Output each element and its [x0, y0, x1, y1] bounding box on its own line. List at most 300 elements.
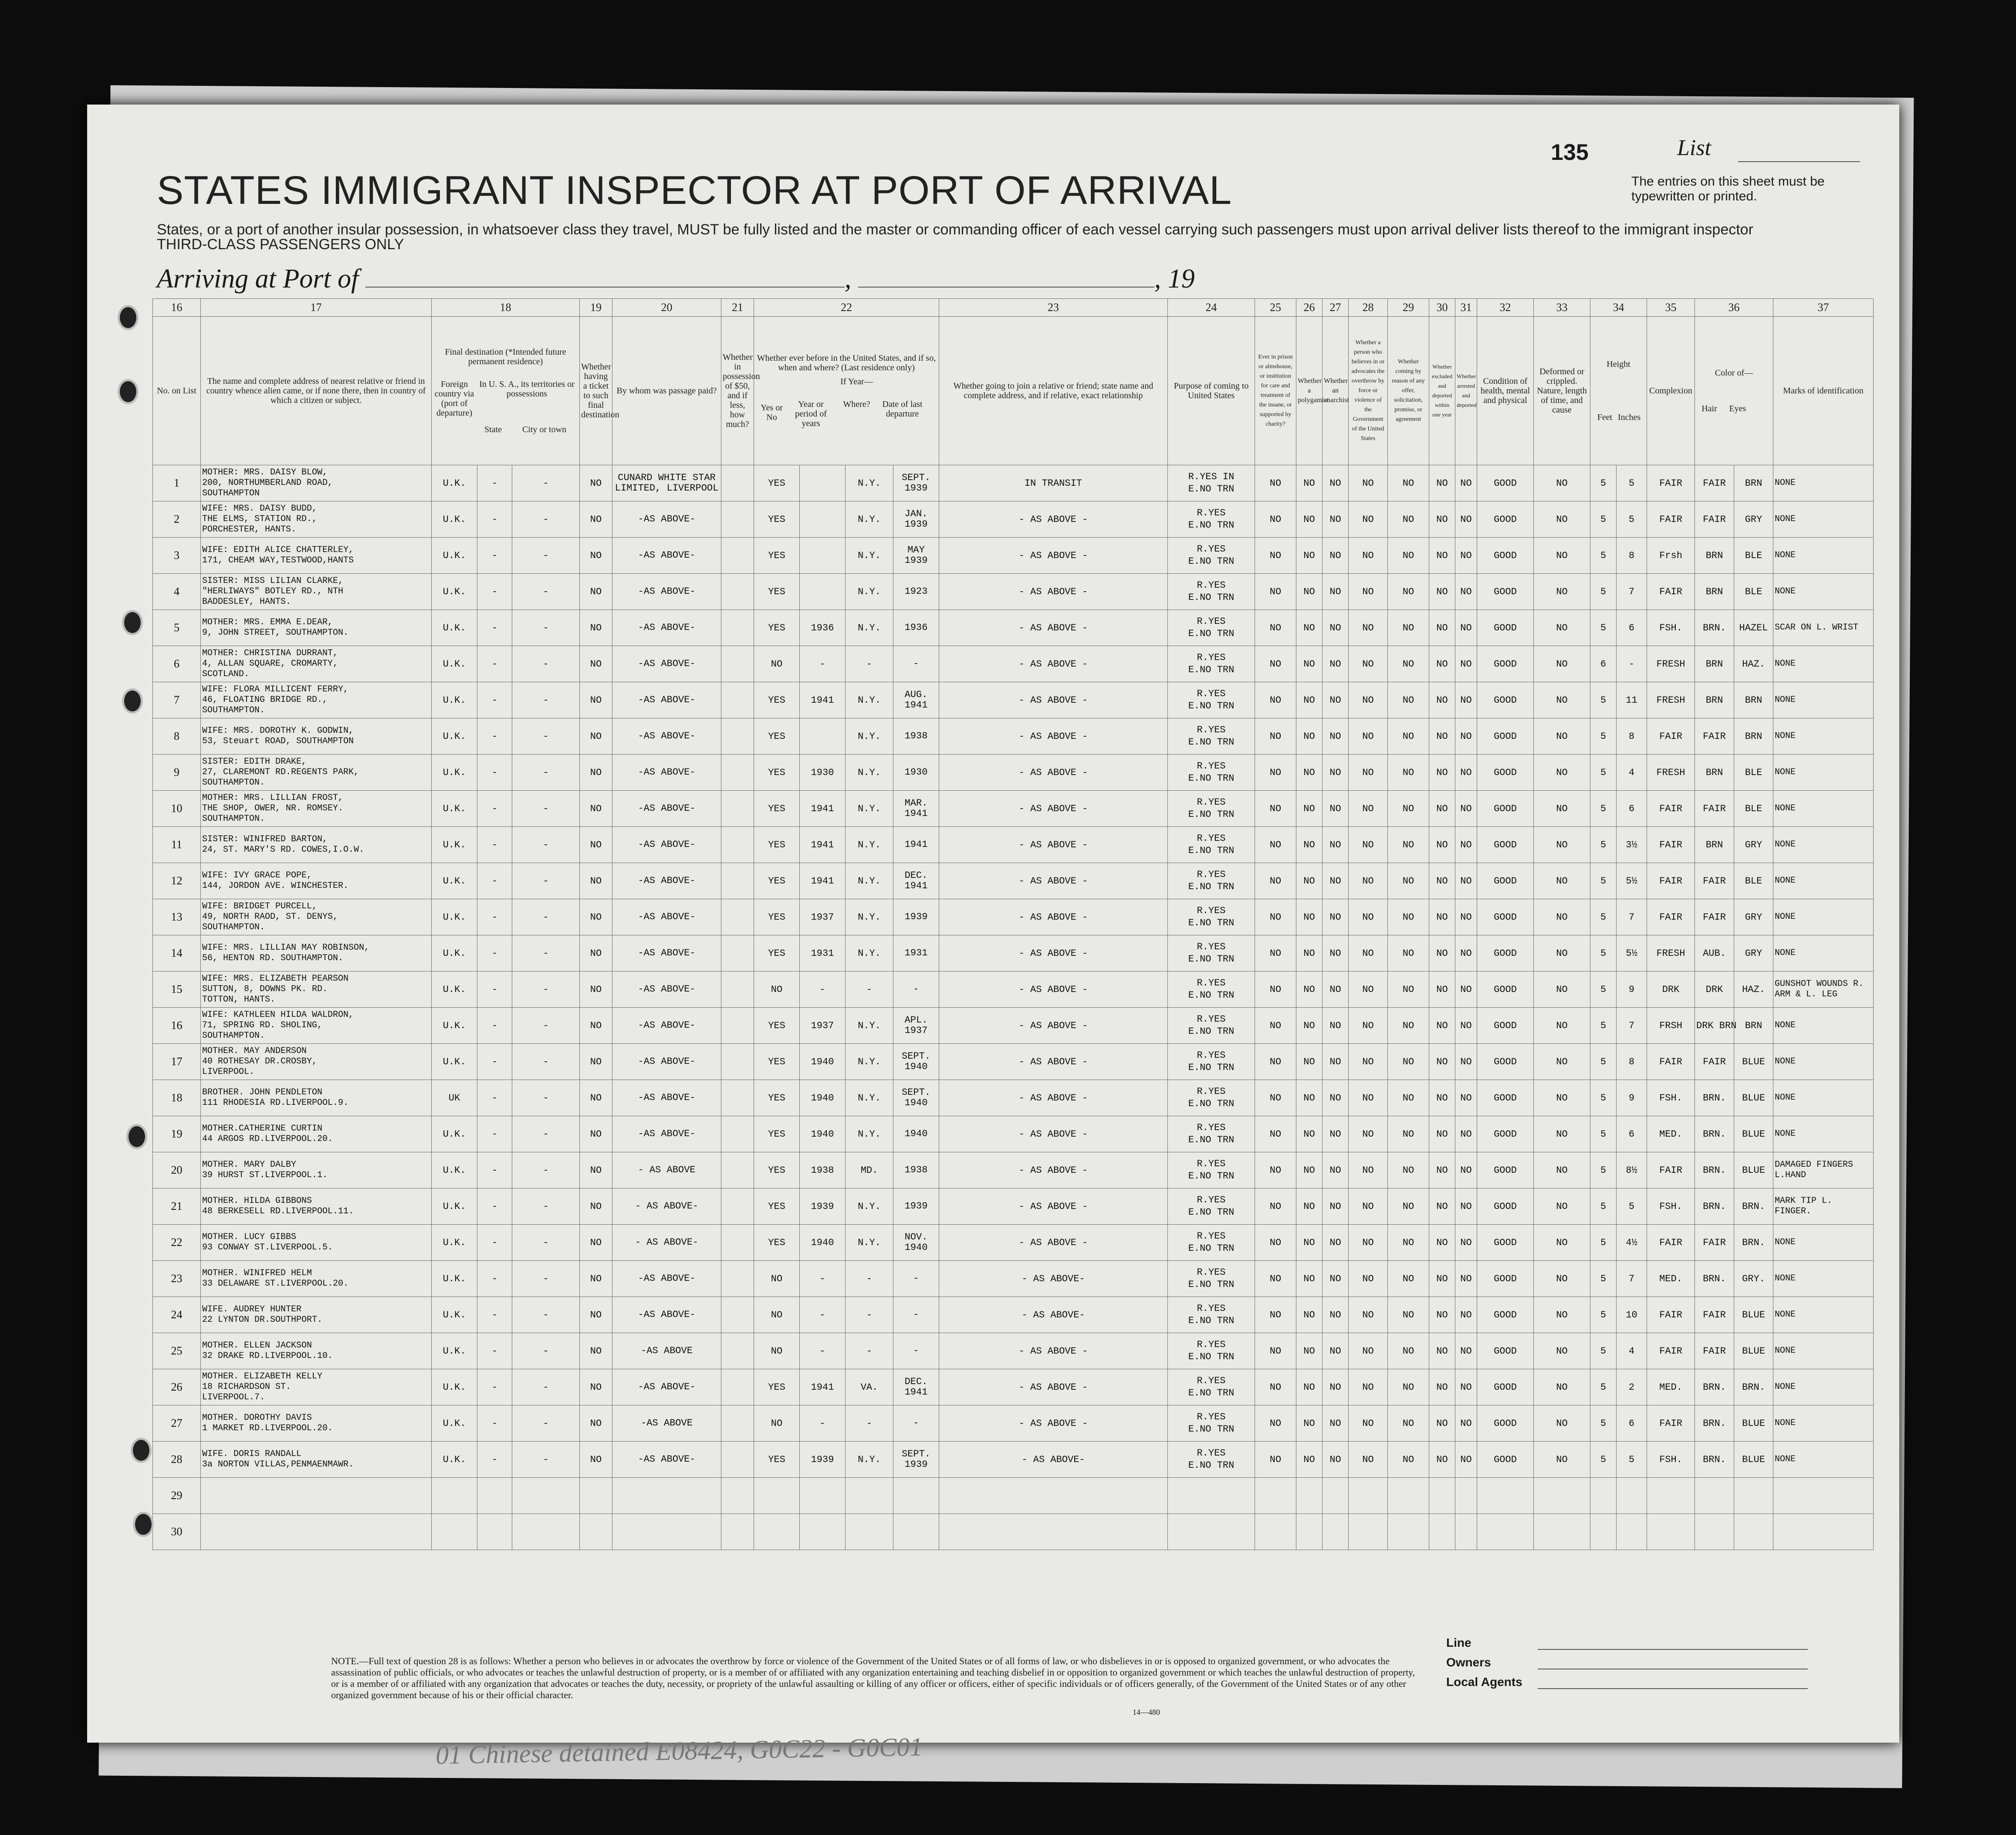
cell-cond: GOOD — [1477, 1188, 1534, 1225]
cell-ticket: NO — [580, 827, 612, 863]
cell-cpx: MED. — [1647, 1116, 1695, 1152]
cell-join: - AS ABOVE - — [939, 718, 1168, 755]
hdr-ever-before-sub — [755, 377, 937, 428]
cell-city: - — [512, 1152, 580, 1188]
colnum-16: 16 — [153, 299, 201, 317]
hdr-c28: Whether a person who believes in or advocates the overthrow by force or violence of the Government of the United States — [1349, 317, 1388, 465]
cell-fc: U.K. — [432, 1261, 477, 1297]
cell-purpose: R.YES E.NO TRN — [1168, 972, 1255, 1008]
cell-def: NO — [1534, 1188, 1590, 1225]
cell-cond: GOOD — [1477, 755, 1534, 791]
cell-marks: NONE — [1773, 465, 1874, 501]
table-cell-empty — [721, 1225, 754, 1261]
cell-in: - — [1617, 646, 1647, 682]
hdr-c25: Ever in prison or almshouse, or institution for care and treatment of the insane, or supported by charity? — [1255, 317, 1296, 465]
cell-eyes: GRY — [1734, 827, 1773, 863]
cell-city: - — [512, 1225, 580, 1261]
cell-fc: U.K. — [432, 682, 477, 718]
cell-yr: - — [800, 1333, 846, 1369]
cell-paid: -AS ABOVE- — [612, 755, 721, 791]
cell-no: 27 — [153, 1405, 201, 1442]
colnum-36: 36 — [1695, 299, 1773, 317]
hdr-color-sub — [1696, 404, 1772, 413]
cell-yn: YES — [754, 538, 800, 574]
cell-paid: -AS ABOVE- — [612, 1116, 721, 1152]
hdr-polygamist: Whether a polygamist — [1296, 317, 1323, 465]
cell-date: 1936 — [893, 610, 939, 646]
hdr-possession-50: Whether in possession of $50, and if less, how much? — [721, 317, 754, 465]
cell-c28: NO — [1349, 863, 1388, 899]
cell-c27: NO — [1323, 1152, 1349, 1188]
hdr-where: Where? — [843, 400, 870, 409]
cell-cond: GOOD — [1477, 972, 1534, 1008]
cell-city: - — [512, 755, 580, 791]
cell-hair: FAIR — [1695, 1297, 1734, 1333]
cell-c25: NO — [1255, 899, 1296, 935]
cell-fc: U.K. — [432, 1044, 477, 1080]
cell-city: - — [512, 1369, 580, 1405]
cell-marks: NONE — [1773, 1080, 1874, 1116]
cell-c25: NO — [1255, 1152, 1296, 1188]
arriving-port-label: Arriving at Port of — [157, 264, 359, 294]
cell-yn: YES — [754, 827, 800, 863]
cell-def: NO — [1534, 1297, 1590, 1333]
table-row — [153, 972, 1874, 1008]
cell-hair: FAIR — [1695, 863, 1734, 899]
cell-c25: NO — [1255, 1044, 1296, 1080]
cell-c31: NO — [1455, 610, 1477, 646]
cell-c26: NO — [1296, 755, 1323, 791]
cell-def — [1534, 1478, 1590, 1514]
cell-c30: NO — [1429, 465, 1455, 501]
cell-city: - — [512, 501, 580, 538]
cell-state: - — [477, 1297, 512, 1333]
table-cell-empty — [721, 1261, 754, 1297]
cell-where: N.Y. — [846, 1442, 893, 1478]
cell-fc: U.K. — [432, 646, 477, 682]
cell-fc: UK — [432, 1080, 477, 1116]
cell-c30: NO — [1429, 863, 1455, 899]
cell-in: 5 — [1617, 501, 1647, 538]
cell-c30: NO — [1429, 1333, 1455, 1369]
cell-eyes — [1734, 1478, 1773, 1514]
cell-ticket: NO — [580, 1116, 612, 1152]
cell-paid: -AS ABOVE- — [612, 574, 721, 610]
cell-cond: GOOD — [1477, 863, 1534, 899]
cell-eyes: BRN. — [1734, 1369, 1773, 1405]
cell-city: - — [512, 538, 580, 574]
owners-label: Owners — [1446, 1656, 1491, 1669]
hdr-color-of — [1695, 317, 1773, 465]
cell-c27: NO — [1323, 1405, 1349, 1442]
list-blank-line — [1738, 161, 1860, 162]
cell-c31: NO — [1455, 935, 1477, 972]
cell-yr: 1941 — [800, 1369, 846, 1405]
cell-def: NO — [1534, 827, 1590, 863]
cell-eyes: BRN — [1734, 682, 1773, 718]
cell-c28: NO — [1349, 935, 1388, 972]
cell-ft — [1590, 1478, 1617, 1514]
cell-hair: BRN — [1695, 646, 1734, 682]
cell-yr — [800, 718, 846, 755]
cell-c30: NO — [1429, 1405, 1455, 1442]
cell-c27 — [1323, 1514, 1349, 1550]
cell-city: - — [512, 646, 580, 682]
cell-marks: NONE — [1773, 646, 1874, 682]
cell-paid: -AS ABOVE- — [612, 718, 721, 755]
cell-c25: NO — [1255, 610, 1296, 646]
cell-date: 1939 — [893, 1188, 939, 1225]
cell-hair: BRN — [1695, 574, 1734, 610]
line-label: Line — [1446, 1636, 1471, 1649]
cell-ft: 5 — [1590, 574, 1617, 610]
cell-c28: NO — [1349, 1188, 1388, 1225]
cell-yr: 1941 — [800, 827, 846, 863]
cell-paid — [612, 1514, 721, 1550]
cell-c28: NO — [1349, 827, 1388, 863]
cell-join: - AS ABOVE- — [939, 1297, 1168, 1333]
cell-c27: NO — [1323, 1080, 1349, 1116]
hdr-height-sub — [1592, 413, 1645, 422]
cell-in — [1617, 1478, 1647, 1514]
cell-cpx: FAIR — [1647, 791, 1695, 827]
cell-paid: - AS ABOVE — [612, 1152, 721, 1188]
cell-paid: -AS ABOVE- — [612, 827, 721, 863]
table-row — [153, 1225, 1874, 1261]
cell-c31: NO — [1455, 791, 1477, 827]
colnum-31: 31 — [1455, 299, 1477, 317]
cell-c27: NO — [1323, 718, 1349, 755]
cell-fc — [432, 1514, 477, 1550]
cell-hair: FAIR — [1695, 1333, 1734, 1369]
cell-c27: NO — [1323, 755, 1349, 791]
table-cell-empty — [721, 1116, 754, 1152]
cell-c25: NO — [1255, 863, 1296, 899]
cell-in: 8 — [1617, 1044, 1647, 1080]
cell-fc: U.K. — [432, 1369, 477, 1405]
cell-in — [1617, 1514, 1647, 1550]
cell-cpx: FAIR — [1647, 501, 1695, 538]
table-cell-empty — [721, 1442, 754, 1478]
cell-city: - — [512, 1188, 580, 1225]
cell-c26: NO — [1296, 465, 1323, 501]
table-cell-empty — [721, 935, 754, 972]
cell-paid: -AS ABOVE- — [612, 899, 721, 935]
cell-rel: MOTHER. ELIZABETH KELLY 18 RICHARDSON ST. LIVERPOOL.7. — [201, 1369, 432, 1405]
cell-c27: NO — [1323, 1044, 1349, 1080]
cell-join: - AS ABOVE - — [939, 682, 1168, 718]
cell-ticket: NO — [580, 682, 612, 718]
cell-paid — [612, 1478, 721, 1514]
cell-join: - AS ABOVE- — [939, 1442, 1168, 1478]
cell-ft — [1590, 1514, 1617, 1550]
cell-ft: 5 — [1590, 827, 1617, 863]
binder-hole — [133, 1512, 154, 1537]
cell-c28: NO — [1349, 1369, 1388, 1405]
table-row — [153, 682, 1874, 718]
cell-state: - — [477, 1369, 512, 1405]
cell-yr: - — [800, 972, 846, 1008]
cell-fc: U.K. — [432, 899, 477, 935]
cell-cond: GOOD — [1477, 538, 1534, 574]
cell-c25: NO — [1255, 972, 1296, 1008]
cell-where: N.Y. — [846, 1044, 893, 1080]
colnum-30: 30 — [1429, 299, 1455, 317]
cell-join: - AS ABOVE - — [939, 610, 1168, 646]
cell-yn: YES — [754, 465, 800, 501]
cell-purpose — [1168, 1514, 1255, 1550]
cell-c29: NO — [1388, 1116, 1429, 1152]
cell-ticket: NO — [580, 1297, 612, 1333]
cell-cpx: MED. — [1647, 1369, 1695, 1405]
cell-c26: NO — [1296, 972, 1323, 1008]
cell-hair: BRN — [1695, 682, 1734, 718]
table-row — [153, 899, 1874, 935]
cell-c28: NO — [1349, 1225, 1388, 1261]
cell-purpose: R.YES E.NO TRN — [1168, 574, 1255, 610]
cell-c28: NO — [1349, 1297, 1388, 1333]
hdr-eyes: Eyes — [1729, 404, 1746, 413]
cell-ft: 5 — [1590, 1297, 1617, 1333]
cell-date: - — [893, 972, 939, 1008]
cell-cpx: FRESH — [1647, 755, 1695, 791]
cell-c27: NO — [1323, 1008, 1349, 1044]
cell-paid: -AS ABOVE — [612, 1333, 721, 1369]
handwritten-annotation: 01 Chinese detained E08424, G0C22 - G0C01 — [435, 1732, 923, 1770]
hdr-marks: Marks of identification — [1773, 317, 1874, 465]
cell-state: - — [477, 899, 512, 935]
cell-ticket — [580, 1478, 612, 1514]
cell-yn: NO — [754, 1297, 800, 1333]
table-row — [153, 1044, 1874, 1080]
hdr-date-last: Date of last departure — [882, 400, 923, 419]
cell-fc: U.K. — [432, 1442, 477, 1478]
cell-in: 8 — [1617, 538, 1647, 574]
cell-state: - — [477, 682, 512, 718]
hdr-passage-paid: By whom was passage paid? — [612, 317, 721, 465]
cell-date: - — [893, 646, 939, 682]
cell-cpx: Frsh — [1647, 538, 1695, 574]
table-cell-empty — [721, 899, 754, 935]
cell-no: 12 — [153, 863, 201, 899]
cell-ft: 6 — [1590, 646, 1617, 682]
cell-paid: -AS ABOVE- — [612, 972, 721, 1008]
hdr-hair: Hair — [1701, 404, 1717, 413]
cell-cond — [1477, 1514, 1534, 1550]
cell-marks: NONE — [1773, 899, 1874, 935]
cell-where: N.Y. — [846, 827, 893, 863]
cell-c25: NO — [1255, 646, 1296, 682]
cell-c29: NO — [1388, 935, 1429, 972]
cell-join: - AS ABOVE - — [939, 646, 1168, 682]
cell-c29: NO — [1388, 1080, 1429, 1116]
cell-c30: NO — [1429, 755, 1455, 791]
cell-date: - — [893, 1297, 939, 1333]
table-cell-empty — [721, 718, 754, 755]
cell-paid: -AS ABOVE- — [612, 791, 721, 827]
table-row — [153, 1261, 1874, 1297]
cell-c30: NO — [1429, 935, 1455, 972]
cell-rel: WIFE. AUDREY HUNTER 22 LYNTON DR.SOUTHPORT. — [201, 1297, 432, 1333]
cell-state: - — [477, 574, 512, 610]
colnum-20: 20 — [612, 299, 721, 317]
cell-c25: NO — [1255, 755, 1296, 791]
hdr-final-destination-label: Final destination (*Intended future permanent residence) — [445, 347, 566, 366]
cell-state: - — [477, 827, 512, 863]
cell-marks: NONE — [1773, 863, 1874, 899]
table-cell-empty — [721, 501, 754, 538]
cell-ticket: NO — [580, 1442, 612, 1478]
table-row — [153, 718, 1874, 755]
cell-eyes: BRN. — [1734, 1188, 1773, 1225]
table-row — [153, 1405, 1874, 1442]
table-cell-empty — [721, 827, 754, 863]
cell-ft: 5 — [1590, 1442, 1617, 1478]
cell-in: 7 — [1617, 899, 1647, 935]
cell-hair: FAIR — [1695, 465, 1734, 501]
hdr-ticket: Whether having a ticket to such final destination — [580, 317, 612, 465]
binder-hole — [118, 379, 139, 404]
cell-c26 — [1296, 1478, 1323, 1514]
hdr-destination-sub — [433, 379, 578, 434]
cell-ft: 5 — [1590, 718, 1617, 755]
cell-def: NO — [1534, 1442, 1590, 1478]
cell-fc: U.K. — [432, 972, 477, 1008]
cell-c28: NO — [1349, 718, 1388, 755]
table-cell-empty — [721, 1514, 754, 1550]
cell-c29: NO — [1388, 1152, 1429, 1188]
colnum-27: 27 — [1323, 299, 1349, 317]
colnum-29: 29 — [1388, 299, 1429, 317]
cell-cpx: FSH. — [1647, 610, 1695, 646]
cell-ft: 5 — [1590, 935, 1617, 972]
cell-c27: NO — [1323, 827, 1349, 863]
cell-hair: FAIR — [1695, 1225, 1734, 1261]
table-cell-empty — [721, 538, 754, 574]
cell-c28: NO — [1349, 1152, 1388, 1188]
cell-c25: NO — [1255, 1405, 1296, 1442]
hdr-state-city — [476, 425, 578, 434]
colnum-32: 32 — [1477, 299, 1534, 317]
cell-c31: NO — [1455, 1333, 1477, 1369]
cell-in: 11 — [1617, 682, 1647, 718]
cell-rel: BROTHER. JOHN PENDLETON 111 RHODESIA RD.LIVERPOOL.9. — [201, 1080, 432, 1116]
cell-cpx: FRESH — [1647, 682, 1695, 718]
cell-c25: NO — [1255, 1297, 1296, 1333]
cell-state: - — [477, 1405, 512, 1442]
cell-ft: 5 — [1590, 755, 1617, 791]
cell-fc: U.K. — [432, 935, 477, 972]
cell-yn: YES — [754, 755, 800, 791]
cell-eyes: BLE — [1734, 755, 1773, 791]
cell-c31: NO — [1455, 1152, 1477, 1188]
cell-city: - — [512, 1116, 580, 1152]
cell-c31: NO — [1455, 1188, 1477, 1225]
cell-eyes: GRY — [1734, 899, 1773, 935]
cell-date: 1939 — [893, 899, 939, 935]
cell-c28: NO — [1349, 1044, 1388, 1080]
cell-cpx: FSH. — [1647, 1442, 1695, 1478]
cell-cpx — [1647, 1478, 1695, 1514]
cell-date: JAN. 1939 — [893, 501, 939, 538]
cell-hair: BRN. — [1695, 1442, 1734, 1478]
cell-join — [939, 1478, 1168, 1514]
cell-c28 — [1349, 1514, 1388, 1550]
cell-date: SEPT. 1940 — [893, 1044, 939, 1080]
cell-yn — [754, 1514, 800, 1550]
cell-ft: 5 — [1590, 1188, 1617, 1225]
table-cell-empty — [721, 972, 754, 1008]
cell-ft: 5 — [1590, 501, 1617, 538]
cell-c25: NO — [1255, 827, 1296, 863]
binder-hole — [122, 688, 143, 714]
cell-purpose: R.YES E.NO TRN — [1168, 682, 1255, 718]
hdr-state: State — [484, 425, 502, 434]
table-cell-empty — [721, 1188, 754, 1225]
cell-c31: NO — [1455, 899, 1477, 935]
cell-city — [512, 1478, 580, 1514]
cell-marks: NONE — [1773, 1369, 1874, 1405]
cell-ticket: NO — [580, 899, 612, 935]
cell-eyes: HAZEL — [1734, 610, 1773, 646]
cell-c28: NO — [1349, 1008, 1388, 1044]
cell-purpose: R.YES E.NO TRN — [1168, 1225, 1255, 1261]
cell-state: - — [477, 1116, 512, 1152]
cell-no: 13 — [153, 899, 201, 935]
table-row — [153, 1152, 1874, 1188]
cell-c29: NO — [1388, 1369, 1429, 1405]
cell-c25: NO — [1255, 718, 1296, 755]
cell-yr: 1940 — [800, 1080, 846, 1116]
cell-date: APL. 1937 — [893, 1008, 939, 1044]
cell-c31 — [1455, 1514, 1477, 1550]
cell-cpx — [1647, 1514, 1695, 1550]
cell-rel: MOTHER: MRS. EMMA E.DEAR, 9, JOHN STREET, SOUTHAMPTON. — [201, 610, 432, 646]
cell-join: - AS ABOVE - — [939, 1044, 1168, 1080]
cell-yr: - — [800, 1405, 846, 1442]
hdr-ever-before-label: Whether ever before in the United States, and if so, when and where? (Last residence only) — [757, 353, 936, 372]
cell-city: - — [512, 610, 580, 646]
cell-paid: -AS ABOVE- — [612, 935, 721, 972]
hdr-foreign-country: Foreign country via (port of departure) — [434, 379, 474, 418]
cell-c25: NO — [1255, 682, 1296, 718]
cell-hair: BRN. — [1695, 1188, 1734, 1225]
cell-where: N.Y. — [846, 791, 893, 827]
cell-join: - AS ABOVE - — [939, 1225, 1168, 1261]
cell-c30: NO — [1429, 610, 1455, 646]
cell-no: 25 — [153, 1333, 201, 1369]
table-cell-empty — [721, 863, 754, 899]
cell-c29: NO — [1388, 1044, 1429, 1080]
cell-no: 30 — [153, 1514, 201, 1550]
cell-state: - — [477, 610, 512, 646]
cell-eyes: BLE — [1734, 538, 1773, 574]
cell-c31: NO — [1455, 1369, 1477, 1405]
cell-c31: NO — [1455, 538, 1477, 574]
cell-yn: YES — [754, 1152, 800, 1188]
cell-yn: NO — [754, 972, 800, 1008]
hdr-purpose: Purpose of coming to United States — [1168, 317, 1255, 465]
cell-hair: FAIR — [1695, 1044, 1734, 1080]
cell-yr: 1931 — [800, 935, 846, 972]
cell-cond: GOOD — [1477, 682, 1534, 718]
cell-where: N.Y. — [846, 610, 893, 646]
cell-purpose: R.YES E.NO TRN — [1168, 718, 1255, 755]
cell-yr — [800, 1478, 846, 1514]
cell-c30: NO — [1429, 574, 1455, 610]
cell-eyes: BLUE — [1734, 1405, 1773, 1442]
cell-where: N.Y. — [846, 935, 893, 972]
